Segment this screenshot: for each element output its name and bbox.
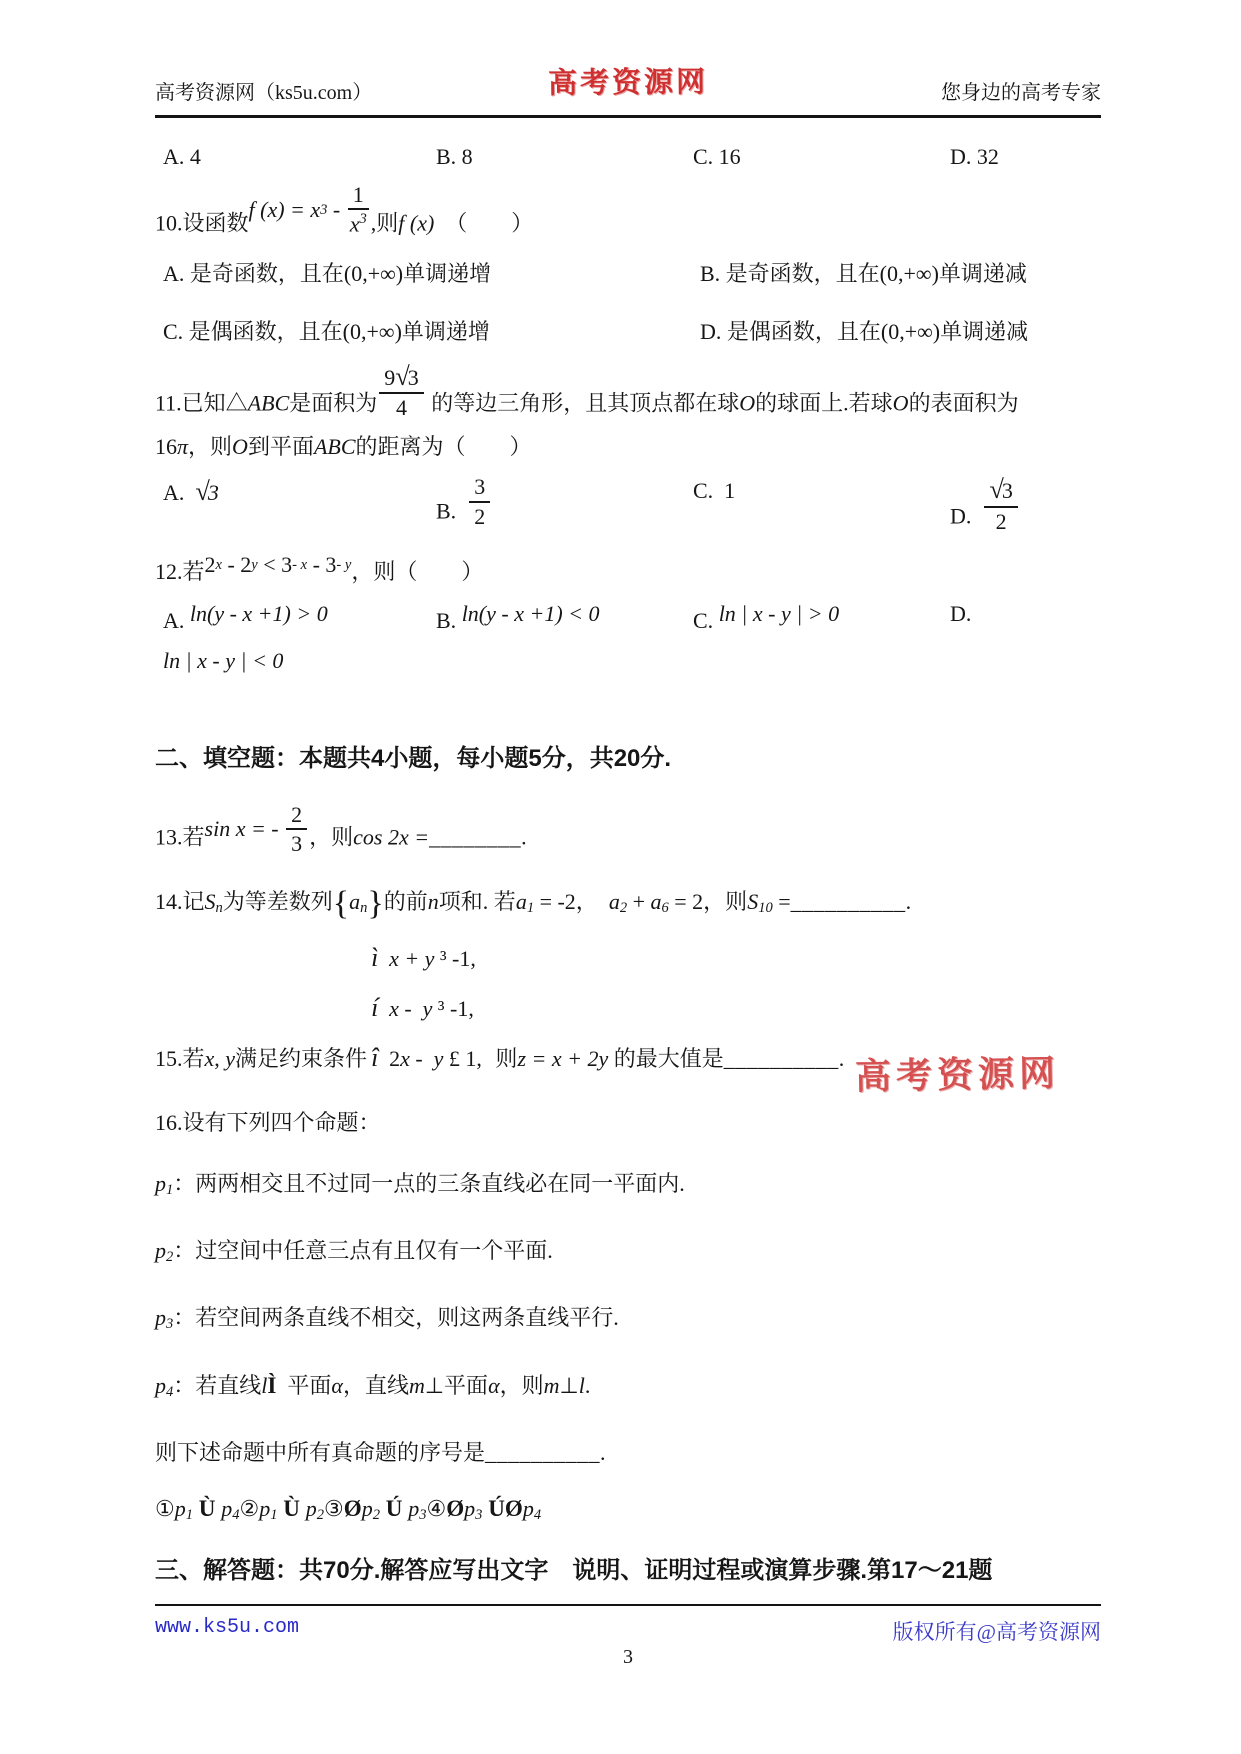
math-token: 4: [396, 395, 407, 420]
math-token: {: [332, 884, 350, 922]
math-token: p: [174, 1496, 186, 1522]
math-token: a: [349, 888, 361, 914]
math-token: a: [650, 888, 662, 914]
q12-option-b: [436, 597, 693, 638]
fraction: [377, 361, 425, 421]
math-token: £ 1,: [443, 1045, 482, 1071]
fraction: [467, 474, 492, 529]
fraction-numerator: [984, 474, 1017, 507]
math-token: ，则（ ）: [351, 558, 484, 584]
math-token: ，则: [309, 824, 354, 850]
footer-copyright: 版权所有@高考资源网: [892, 1619, 1101, 1644]
math-token: l: [578, 1373, 585, 1399]
math-token: 10.设函数: [155, 210, 249, 236]
math-token: Ø: [446, 1495, 465, 1522]
math-token: 15.若: [155, 1045, 205, 1071]
math-token: O: [232, 434, 248, 460]
math-token: S: [204, 888, 216, 914]
math-token: cos 2x =: [353, 824, 430, 850]
math-token: 16: [155, 434, 177, 460]
math-token: Ú: [379, 1495, 409, 1522]
math-token: S: [747, 888, 759, 914]
math-token: = 2，则: [668, 888, 748, 914]
math-token: α: [331, 1373, 343, 1399]
math-token: - 3: [307, 551, 337, 577]
math-token: 6: [661, 899, 669, 916]
page-footer: [155, 1604, 1101, 1646]
math-token: D.: [950, 503, 983, 529]
math-token: p: [155, 1170, 166, 1196]
math-token: 3: [474, 474, 486, 500]
math-token: Ì: [267, 1372, 277, 1399]
math-token: < 3: [257, 551, 293, 577]
math-token: n: [427, 888, 439, 914]
math-token: ，则: [188, 434, 233, 460]
fraction-denominator: [379, 394, 423, 420]
math-token: __________: [723, 1045, 839, 1071]
math-token: 1: [526, 899, 535, 916]
math-token: n: [360, 899, 368, 916]
math-token: 14.记: [155, 888, 205, 914]
math-token: Ù: [193, 1495, 222, 1522]
math-token: 11.已知△: [155, 390, 248, 415]
math-token: 1: [185, 1507, 193, 1524]
math-token: = -2，: [534, 888, 609, 914]
math-token: √: [989, 474, 1002, 505]
math-token: ________: [429, 824, 522, 850]
math-token: ④: [426, 1496, 447, 1522]
q10-option-a: A. 是奇函数，且在(0,+∞)单调递增: [163, 260, 492, 286]
math-token: - 2: [221, 551, 252, 577]
math-token: C. 1: [693, 478, 736, 504]
math-token: x: [349, 212, 360, 237]
question-11-stem-line2: [155, 430, 1101, 464]
q16-proposition-2: [155, 1234, 1101, 1274]
q10-option-b: B. 是奇函数，且在(0,+∞)单调递减: [700, 260, 1027, 286]
header-tagline: 您身边的高考专家: [941, 82, 1101, 104]
math-token: p: [155, 1305, 166, 1331]
fraction-numerator: [469, 474, 490, 502]
math-token: 则下述命题中所有真命题的序号是: [155, 1440, 486, 1466]
math-token: 为等差数列: [222, 888, 333, 914]
math-token: ³ -1,: [434, 945, 476, 971]
math-token: [249, 182, 371, 237]
math-token: =: [772, 888, 791, 914]
fraction-denominator: [348, 210, 369, 237]
math-token: 则: [489, 1045, 518, 1071]
math-token: 的距离为（ ）: [355, 434, 532, 460]
math-token: B.: [436, 607, 462, 633]
math-token: ,则: [370, 210, 399, 236]
math-token: ③: [324, 1496, 344, 1522]
math-token: 3: [166, 1316, 174, 1333]
math-token: 3: [1001, 478, 1013, 504]
math-token: ，则: [499, 1373, 544, 1399]
math-token: [205, 802, 310, 857]
system-row: [371, 941, 482, 976]
math-token: }: [367, 884, 384, 922]
math-token: +: [627, 888, 651, 914]
math-token: 2: [619, 899, 628, 916]
math-token: Ù: [277, 1495, 306, 1522]
question-11-stem-line1: [155, 361, 1101, 421]
brace-glyph: ì: [371, 942, 379, 972]
math-token: p: [305, 1496, 317, 1522]
math-token: p: [155, 1237, 166, 1263]
math-token: 3: [475, 1507, 483, 1524]
math-token: ln | x - y | < 0: [163, 647, 284, 673]
math-token: 2: [204, 551, 216, 577]
math-token: [462, 597, 600, 631]
math-token: 9: [384, 364, 396, 390]
math-token: 1: [270, 1507, 278, 1524]
question-14: [155, 885, 1101, 925]
question-13: [155, 802, 1101, 857]
fraction: [284, 802, 309, 857]
q16-proposition-4: [155, 1368, 1101, 1409]
q10-options-row2: [155, 315, 1101, 349]
math-token: 2: [372, 1507, 380, 1524]
math-token: 4: [533, 1507, 542, 1524]
math-token: -: [327, 196, 346, 222]
brace-glyph: í: [371, 992, 379, 1022]
page-number: 3: [623, 1645, 633, 1668]
q12-option-d-formula: [155, 644, 1101, 678]
math-token: m: [409, 1373, 425, 1399]
math-token: 12.若: [155, 558, 205, 584]
q9-option-a: A. 4: [163, 144, 201, 169]
math-token: p: [361, 1496, 373, 1522]
math-token: 平面: [276, 1373, 332, 1399]
math-token: ³ -1,: [432, 995, 474, 1021]
system-row: [371, 1041, 482, 1076]
math-token: 3: [407, 364, 419, 390]
math-token: 13.若: [155, 824, 205, 850]
math-token: sin x = -: [204, 816, 285, 842]
header-site-name: 高考资源网（ks5u.com）: [155, 82, 373, 104]
math-token: 2: [316, 1507, 324, 1524]
q9-option-d: D. 32: [950, 144, 999, 169]
q9-option-c: C. 16: [693, 144, 741, 169]
math-token: ln(y - x +1) < 0: [461, 600, 600, 626]
math-token: x: [215, 556, 222, 573]
system-row: [371, 991, 482, 1026]
math-token: D.: [950, 600, 977, 626]
math-token: ：两两相交且不过同一点的三条直线必在同一平面内.: [173, 1170, 685, 1196]
math-token: - x: [292, 556, 308, 573]
question-16-intro: [155, 1106, 1101, 1140]
math-token: .: [584, 1373, 591, 1399]
math-token: p: [221, 1496, 233, 1522]
fraction-denominator: [469, 503, 490, 529]
math-token: p: [464, 1496, 476, 1522]
math-token: ,: [214, 1045, 226, 1071]
math-token: x: [204, 1045, 215, 1071]
q10-options-row1: [155, 257, 1101, 291]
q12-options-row: [155, 597, 1101, 638]
math-token: n: [215, 899, 223, 916]
fraction-numerator: [286, 802, 307, 830]
math-token: x + y: [389, 945, 435, 971]
math-token: π: [177, 434, 189, 460]
math-token: [190, 597, 328, 631]
math-token: 1: [352, 182, 364, 207]
math-token: z = x + 2y: [517, 1045, 609, 1071]
math-token: ，直线: [342, 1373, 409, 1399]
math-token: ⊥: [559, 1373, 579, 1399]
math-token: 3: [419, 1507, 427, 1524]
math-token: 的球面上.若球: [755, 390, 893, 415]
math-token: 到平面: [247, 434, 314, 460]
math-token: .: [521, 824, 527, 850]
math-token: __________: [790, 888, 906, 914]
math-token: √: [195, 476, 208, 507]
math-token: p: [408, 1496, 420, 1522]
math-token: √: [395, 360, 408, 391]
math-token: 的表面积为: [908, 390, 1019, 415]
header-logo: 高考资源网: [547, 66, 709, 100]
math-token: ABC: [313, 434, 356, 460]
math-token: 2: [166, 1249, 174, 1266]
page-header: [155, 0, 1101, 118]
math-token: 的前: [383, 888, 428, 914]
q9-options-row: [155, 140, 1101, 174]
math-token: 2: [389, 1045, 401, 1071]
math-token: .: [600, 1440, 606, 1466]
q16-choices-line: [155, 1488, 1101, 1535]
math-token: [205, 548, 352, 582]
q10-option-c: C. 是偶函数，且在(0,+∞)单调递增: [163, 318, 490, 344]
math-token: 的等边三角形，且其顶点都在球: [425, 390, 740, 415]
math-token: ABC: [247, 390, 290, 415]
math-token: 2: [474, 503, 486, 529]
math-token: ln(y - x +1) > 0: [189, 600, 328, 626]
fraction: [982, 474, 1019, 534]
math-token: m: [543, 1373, 560, 1399]
math-token: .: [905, 888, 912, 914]
math-token: ：若直线: [173, 1373, 262, 1399]
math-token: p: [259, 1496, 271, 1522]
question-12-stem: [155, 548, 1101, 589]
math-token: x - y: [389, 995, 433, 1021]
math-token: A.: [163, 607, 190, 633]
q11-option-a: [163, 474, 436, 534]
math-token: B.: [436, 498, 468, 524]
math-token: - y: [336, 556, 352, 573]
watermark-logo: 高考资源网: [854, 1052, 1061, 1097]
math-token: [719, 597, 839, 631]
footer-url-link[interactable]: www.ks5u.com: [155, 1615, 300, 1639]
math-token: Ø: [343, 1495, 362, 1522]
math-token: 4: [166, 1384, 174, 1401]
question-10-stem: [155, 182, 1101, 241]
math-token: 是面积为: [289, 390, 378, 415]
fraction-numerator: [379, 361, 423, 394]
math-token: 3: [207, 480, 219, 506]
math-token: 2: [291, 801, 303, 827]
section-2-title: 二、填空题：本题共4小题，每小题5分，共20分.: [155, 744, 672, 772]
math-token: y: [225, 1045, 236, 1071]
q9-option-b: B. 8: [436, 144, 473, 169]
math-token: O: [892, 390, 909, 415]
q11-option-d: [950, 474, 1101, 534]
math-token: 3: [320, 201, 328, 218]
brace-glyph: î: [371, 1042, 379, 1072]
math-token: f (x) = x: [248, 196, 321, 222]
math-token: O: [739, 390, 756, 415]
q16-proposition-3: [155, 1301, 1101, 1341]
math-token: y: [251, 556, 258, 573]
math-token: l: [261, 1373, 268, 1399]
math-token: __________: [485, 1440, 601, 1466]
q11-option-c: [693, 474, 950, 534]
math-token: 3: [359, 211, 367, 228]
math-token: a: [608, 888, 620, 914]
math-token: 4: [232, 1507, 240, 1524]
q16-proposition-1: [155, 1167, 1101, 1207]
math-token: A.: [163, 480, 196, 506]
math-token: ⊥平面: [424, 1373, 489, 1399]
q12-option-a: [163, 597, 436, 638]
fraction: [346, 182, 371, 237]
math-token: .: [838, 1045, 845, 1071]
inequality-system: [371, 941, 482, 1076]
math-token: ÚØ: [482, 1495, 523, 1522]
math-token: p: [155, 1373, 166, 1399]
math-token: （ ）: [434, 210, 534, 236]
fraction-numerator: [348, 182, 369, 210]
math-token: 3: [291, 831, 303, 857]
math-token: ：过空间中任意三点有且仅有一个平面.: [173, 1237, 553, 1263]
fraction-denominator: [286, 830, 307, 856]
math-token: x - y: [400, 1045, 444, 1071]
q12-option-d-label: [950, 597, 1101, 638]
math-token: 的最大值是: [608, 1045, 724, 1071]
q11-option-b: [436, 474, 693, 534]
section-3-title: 三、解答题：共70分.解答应写出文字 说明、证明过程或演算步骤.第17～21题: [155, 1556, 993, 1584]
math-token: a: [515, 888, 527, 914]
q12-option-c: [693, 597, 950, 638]
math-token: α: [488, 1373, 500, 1399]
math-token: 10: [758, 899, 773, 916]
q16-ask-line: [155, 1436, 1101, 1470]
math-token: ①: [155, 1496, 175, 1522]
math-token: ln | x - y | > 0: [718, 600, 840, 626]
math-token: ②: [239, 1496, 260, 1522]
fraction-denominator: [984, 508, 1017, 534]
math-token: f (x): [398, 210, 435, 236]
q10-option-d: D. 是偶函数，且在(0,+∞)单调递减: [700, 318, 1029, 344]
math-token: 满足约束条件: [235, 1045, 368, 1071]
math-token: 16.设有下列四个命题：: [155, 1109, 381, 1135]
math-token: C.: [693, 607, 719, 633]
math-token: p: [522, 1496, 534, 1522]
math-token: 1: [166, 1181, 174, 1198]
math-token: ：若空间两条直线不相交，则这两条直线平行.: [173, 1305, 619, 1331]
math-token: 2: [995, 508, 1007, 534]
question-15-wrap: [155, 941, 1101, 1097]
math-token: 项和. 若: [438, 888, 516, 914]
q11-options-row: [155, 474, 1101, 534]
